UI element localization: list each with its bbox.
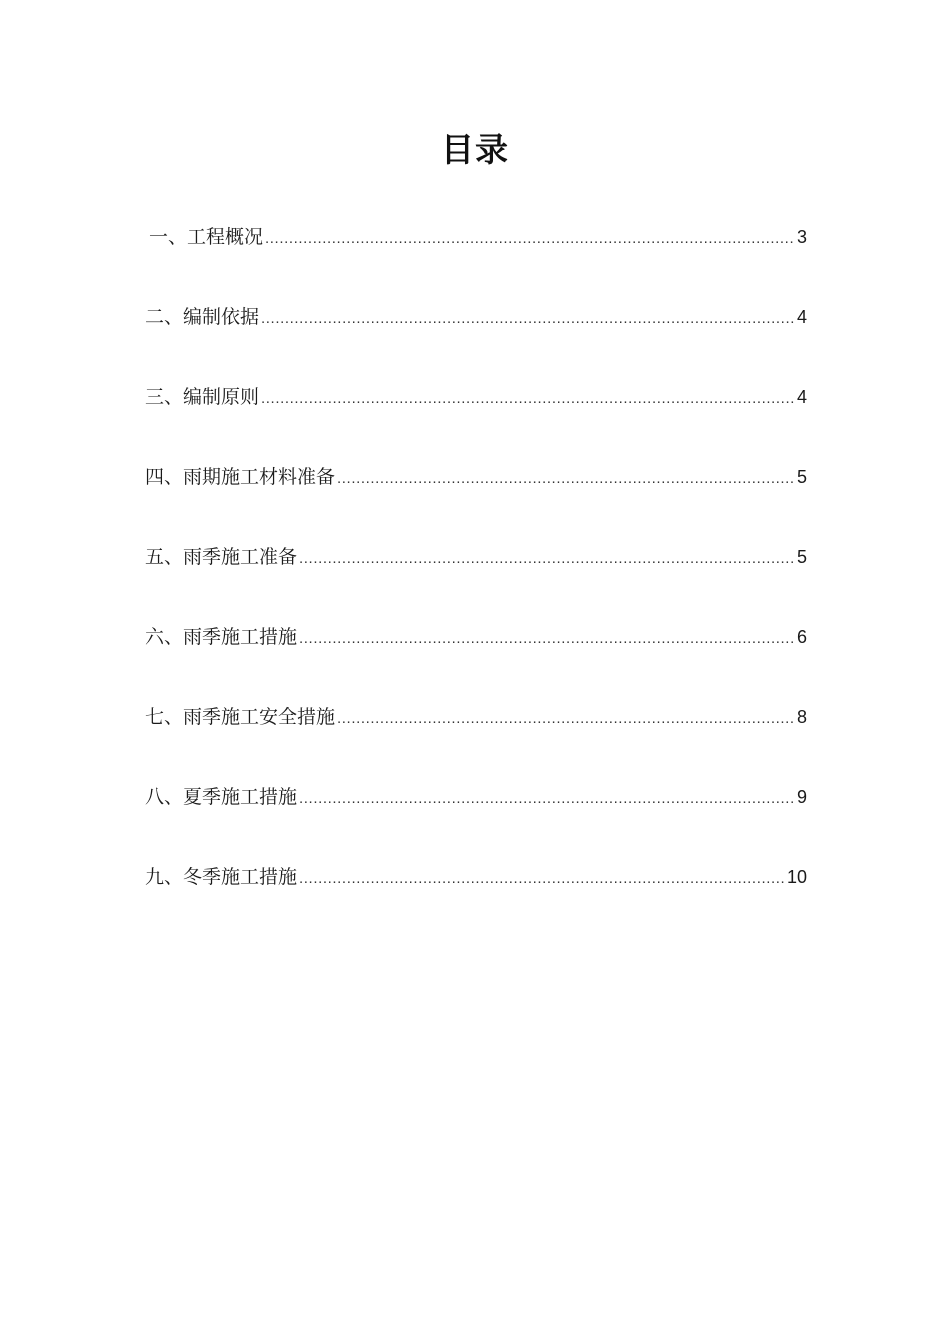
table-of-contents (145, 222, 807, 942)
toc-leader-dots (261, 304, 795, 334)
toc-entry-label: 二、编制依据 (145, 306, 260, 328)
toc-entry-page: 9 (796, 787, 807, 807)
toc-entry-page: 4 (796, 387, 807, 407)
toc-entry-4[interactable] (145, 462, 807, 542)
toc-entry-label: 四、雨期施工材料准备 (145, 466, 336, 488)
toc-leader-dots (299, 624, 795, 654)
toc-entry-label: 七、雨季施工安全措施 (145, 706, 336, 728)
toc-leader-dots (299, 544, 795, 574)
toc-entry-1[interactable] (145, 222, 807, 302)
toc-entry-label: 五、雨季施工准备 (145, 546, 298, 568)
toc-entry-label: 六、雨季施工措施 (145, 626, 298, 648)
toc-entry-page: 6 (796, 627, 807, 647)
toc-leader-dots (337, 464, 795, 494)
toc-entry-7[interactable] (145, 702, 807, 782)
toc-entry-label: 一、工程概况 (149, 226, 264, 248)
toc-entry-page: 3 (796, 227, 807, 247)
toc-entry-2[interactable] (145, 302, 807, 382)
toc-entry-page: 5 (796, 467, 807, 487)
toc-entry-label: 三、编制原则 (145, 386, 260, 408)
toc-title: 目录 (441, 130, 509, 169)
toc-leader-dots (265, 224, 795, 254)
toc-leader-dots (299, 784, 795, 814)
toc-leader-dots (337, 704, 795, 734)
toc-entry-page: 5 (796, 547, 807, 567)
toc-leader-dots (299, 864, 785, 894)
toc-entry-label: 九、冬季施工措施 (145, 866, 298, 888)
toc-leader-dots (261, 384, 795, 414)
toc-entry-page: 10 (786, 867, 807, 887)
toc-entry-8[interactable] (145, 782, 807, 862)
toc-entry-9[interactable] (145, 862, 807, 942)
toc-entry-page: 4 (796, 307, 807, 327)
toc-entry-page: 8 (796, 707, 807, 727)
toc-entry-label: 八、夏季施工措施 (145, 786, 298, 808)
toc-entry-3[interactable] (145, 382, 807, 462)
toc-entry-6[interactable] (145, 622, 807, 702)
toc-entry-5[interactable] (145, 542, 807, 622)
